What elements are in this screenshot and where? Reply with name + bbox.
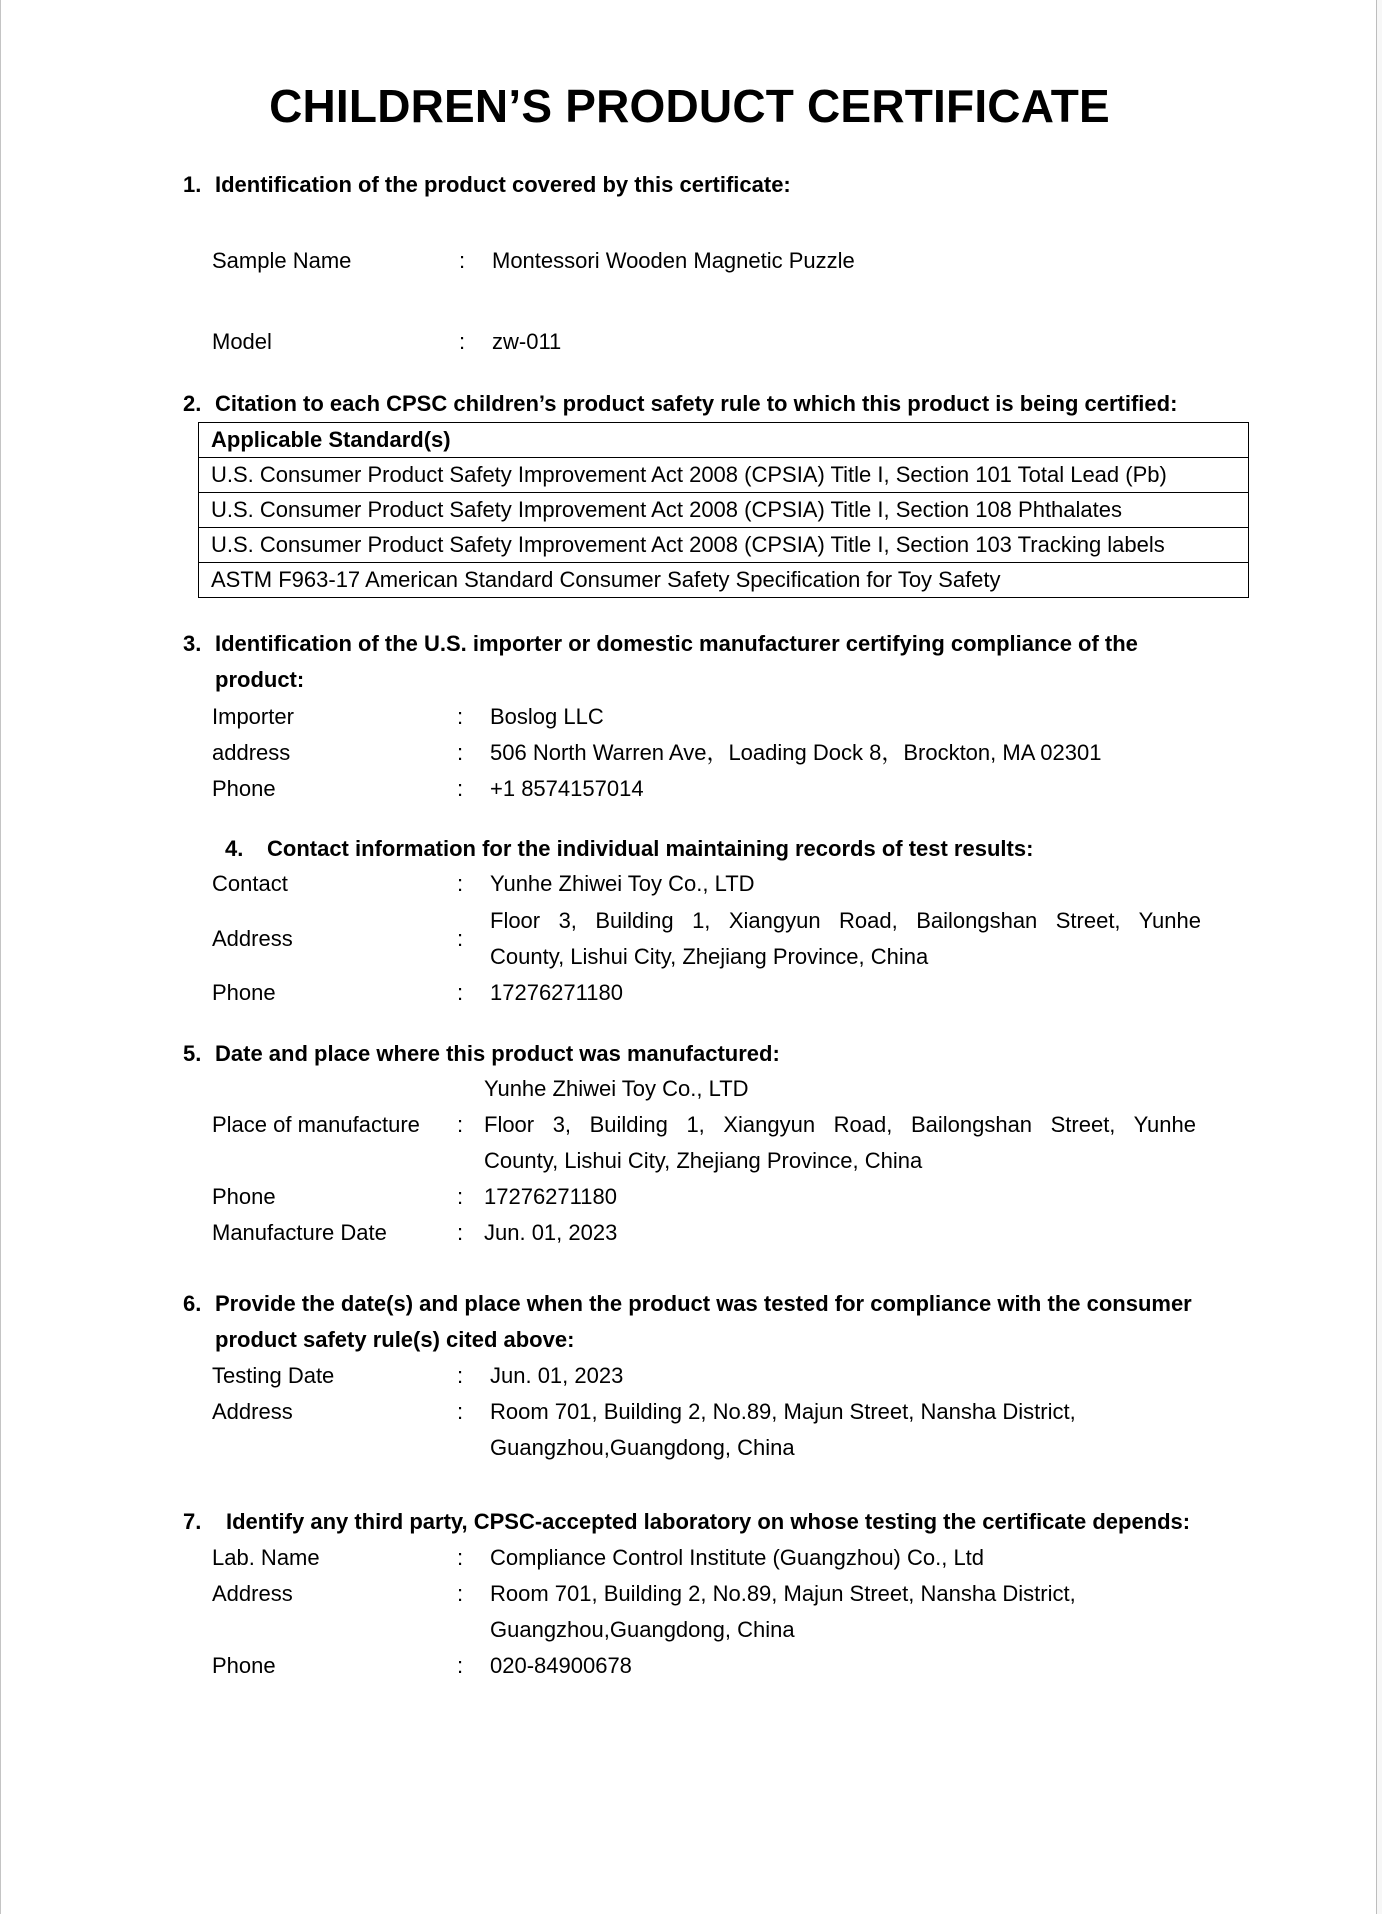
section-3-heading-line1: Identification of the U.S. importer or domestic manufacturer certifying compliance of the — [215, 631, 1138, 656]
section-6-number: 6. — [183, 1291, 202, 1316]
testing-date-value: Jun. 01, 2023 — [490, 1363, 624, 1388]
manufacture-date-label: Manufacture Date — [212, 1220, 387, 1245]
section-2-number: 2. — [183, 391, 202, 416]
manufacture-date-colon: : — [457, 1220, 464, 1245]
model-value: zw-011 — [492, 329, 562, 354]
contact-address-value-line1: Floor 3, Building 1, Xiangyun Road, Bailongshan Street, Yunhe — [490, 908, 1201, 933]
section-7-number: 7. — [183, 1509, 202, 1534]
section-5-heading: Date and place where this product was manufactured: — [215, 1041, 780, 1066]
importer-address-colon: : — [457, 740, 464, 765]
importer-phone-label: Phone — [212, 776, 276, 801]
manufacturer-phone-value: 17276271180 — [484, 1184, 617, 1209]
lab-address-value-line2: Guangzhou,Guangdong, China — [490, 1617, 795, 1642]
place-of-manufacture-value-line1: Floor 3, Building 1, Xiangyun Road, Bailongshan Street, Yunhe — [484, 1112, 1196, 1137]
testing-address-colon: : — [457, 1399, 464, 1424]
contact-phone-label: Phone — [212, 980, 276, 1005]
lab-phone-value: 020-84900678 — [490, 1653, 632, 1678]
testing-date-colon: : — [457, 1363, 464, 1388]
lab-name-value: Compliance Control Institute (Guangzhou) Co., Ltd — [490, 1545, 985, 1570]
lab-address-colon: : — [457, 1581, 464, 1606]
importer-colon: : — [457, 704, 464, 729]
standard-cell: U.S. Consumer Product Safety Improvement Act 2008 (CPSIA) Title I, Section 103 Tracking labels — [199, 528, 1249, 563]
testing-address-label: Address — [212, 1399, 293, 1424]
standard-cell: ASTM F963-17 American Standard Consumer Safety Specification for Toy Safety — [199, 563, 1249, 598]
applicable-standards-table — [198, 422, 1249, 598]
section-6-heading-line2: product safety rule(s) cited above: — [215, 1327, 575, 1352]
importer-phone-value: +1 8574157014 — [490, 776, 644, 801]
place-of-manufacture-value-line2: County, Lishui City, Zhejiang Province, China — [484, 1148, 923, 1173]
contact-colon: : — [457, 871, 464, 896]
table-row — [199, 528, 1249, 563]
testing-date-label: Testing Date — [212, 1363, 335, 1388]
contact-value: Yunhe Zhiwei Toy Co., LTD — [490, 871, 755, 896]
section-6-heading-line1: Provide the date(s) and place when the product was tested for compliance with the consumer — [215, 1291, 1192, 1316]
section-2-heading: Citation to each CPSC children’s product safety rule to which this product is being certified: — [215, 391, 1178, 416]
contact-label: Contact — [212, 871, 288, 896]
section-3-heading-line2: product: — [215, 667, 305, 692]
table-row — [199, 563, 1249, 598]
sample-name-value: Montessori Wooden Magnetic Puzzle — [492, 248, 855, 273]
standard-cell: U.S. Consumer Product Safety Improvement Act 2008 (CPSIA) Title I, Section 108 Phthalates — [199, 493, 1249, 528]
lab-phone-colon: : — [457, 1653, 464, 1678]
contact-address-label: Address — [212, 926, 293, 951]
importer-label: Importer — [212, 704, 294, 729]
section-3-number: 3. — [183, 631, 202, 656]
importer-phone-colon: : — [457, 776, 464, 801]
lab-name-label: Lab. Name — [212, 1545, 320, 1570]
sample-name-label: Sample Name — [212, 248, 352, 273]
place-of-manufacture-colon: : — [457, 1112, 464, 1137]
manufacturer-phone-label: Phone — [212, 1184, 276, 1209]
lab-address-label: Address — [212, 1581, 293, 1606]
section-1-number: 1. — [183, 172, 202, 197]
lab-address-value-line1: Room 701, Building 2, No.89, Majun Street, Nansha District, — [490, 1581, 1076, 1606]
model-label: Model — [212, 329, 272, 354]
table-header-row — [199, 423, 1249, 458]
lab-phone-label: Phone — [212, 1653, 276, 1678]
model-colon: : — [459, 329, 466, 354]
table-header-cell: Applicable Standard(s) — [199, 423, 1249, 458]
testing-address-value-line1: Room 701, Building 2, No.89, Majun Street, Nansha District, — [490, 1399, 1076, 1424]
lab-name-colon: : — [457, 1545, 464, 1570]
manufacturer-phone-colon: : — [457, 1184, 464, 1209]
document-title: CHILDREN’S PRODUCT CERTIFICATE — [269, 80, 1110, 132]
contact-address-colon: : — [457, 926, 464, 951]
section-4-heading: Contact information for the individual maintaining records of test results: — [267, 836, 1034, 861]
contact-address-value-line2: County, Lishui City, Zhejiang Province, China — [490, 944, 929, 969]
importer-address-label: address — [212, 740, 291, 765]
section-4-number: 4. — [225, 836, 244, 861]
manufacture-date-value: Jun. 01, 2023 — [484, 1220, 618, 1245]
sample-name-colon: : — [459, 248, 466, 273]
section-5-number: 5. — [183, 1041, 202, 1066]
manufacturer-name-value: Yunhe Zhiwei Toy Co., LTD — [484, 1076, 749, 1101]
importer-value: Boslog LLC — [490, 704, 604, 729]
table-row — [199, 458, 1249, 493]
section-7-heading: Identify any third party, CPSC-accepted laboratory on whose testing the certificate depends: — [226, 1509, 1191, 1534]
testing-address-value-line2: Guangzhou,Guangdong, China — [490, 1435, 795, 1460]
place-of-manufacture-label: Place of manufacture — [212, 1112, 420, 1137]
section-1-heading: Identification of the product covered by this certificate: — [215, 172, 791, 197]
standard-cell: U.S. Consumer Product Safety Improvement Act 2008 (CPSIA) Title I, Section 101 Total Lead (Pb) — [199, 458, 1249, 493]
table-row — [199, 493, 1249, 528]
contact-phone-value: 17276271180 — [490, 980, 623, 1005]
contact-phone-colon: : — [457, 980, 464, 1005]
importer-address-value: 506 North Warren Ave，Loading Dock 8，Brockton, MA 02301 — [490, 740, 1102, 765]
